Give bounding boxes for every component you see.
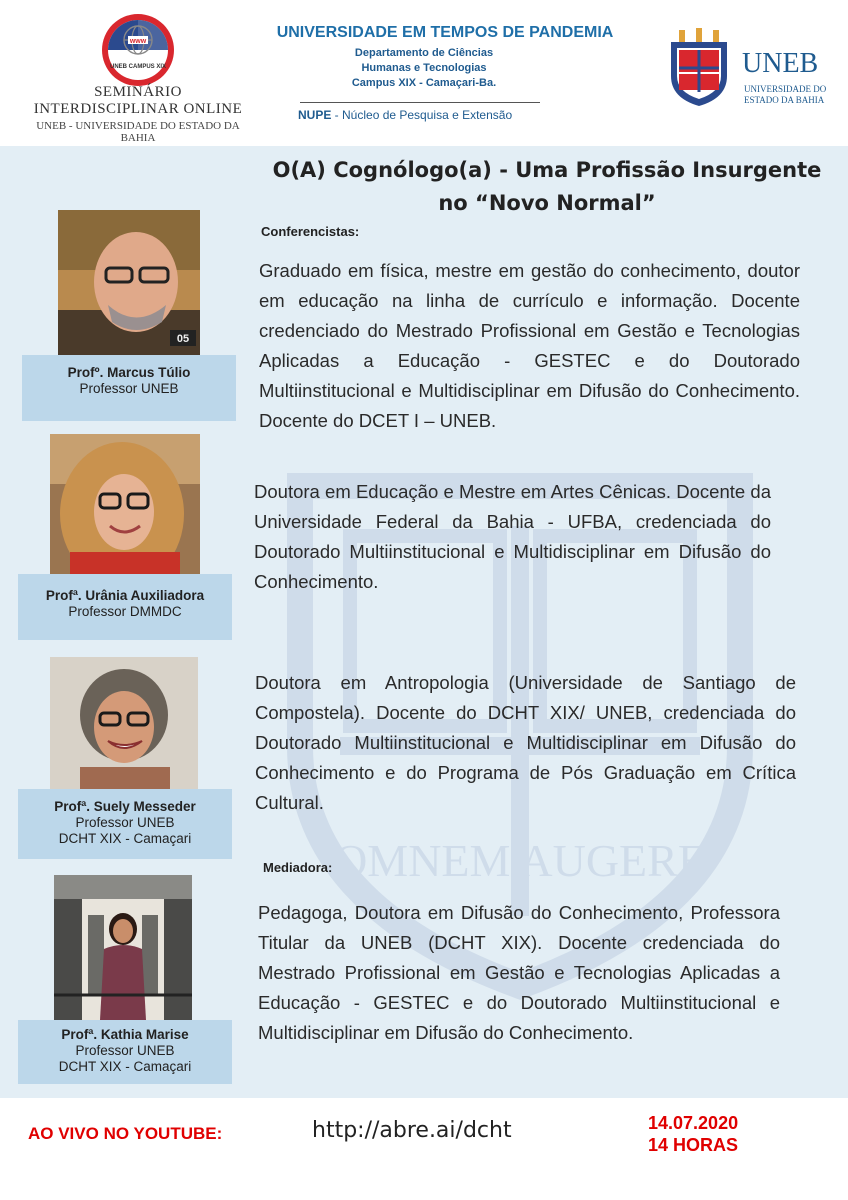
event-title-line1: O(A) Cognólogo(a) - Uma Profissão Insurgente [272,158,822,182]
photo-kathia-marise [54,875,192,1020]
bio-kathia-marise: Pedagoga, Doutora em Difusão do Conhecimento, Professora Titular da UNEB (DCHT XIX). Docente credenciada do Mestrado Profissional em Gestão e Tecnologias Aplicadas a Educação - GESTEC e do Doutorado Multiinstitucional e Multidisciplinar em Difusão do Conhecimento. [258,902,780,1043]
event-time: 14 HORAS [648,1135,739,1155]
person-unit: DCHT XIX - Camaçari [58,831,192,846]
photo-marcus-tulio [58,210,200,355]
speakers-label-text: Conferencistas [261,224,355,239]
department-line3: Campus XIX - Camaçari-Ba. [351,77,497,89]
uneb-sub-line1: UNIVERSIDADE DO [744,84,827,94]
speakers-label-colon: : [354,224,360,239]
uneb-crest-logo [663,28,735,108]
seminar-title [18,84,258,118]
svg-text:www: www [129,38,147,45]
youtube-link[interactable]: http://abre.ai/dcht [312,1118,512,1143]
person-unit: DCHT XIX - Camaçari [58,1059,192,1074]
seminar-title-line2: INTERDISCIPLINAR ONLINE [33,101,243,117]
live-label: AO VIVO NO YOUTUBE: [28,1124,223,1143]
namebox-kathia-marise [18,1020,232,1084]
photo-urania-auxiliadora [50,434,200,574]
mediator-label-text: Mediadora [263,860,329,875]
bio-urania-auxiliadora: Doutora em Educação e Mestre em Artes Cênicas. Docente da Universidade Federal da Bahia - UFBA, credenciada do Doutorado Multiinstitucional e Multidisciplinar em Difusão do Conhecimento. [254,481,771,592]
namebox-suely-messeder [18,789,232,859]
person-role: Professor UNEB [79,381,179,396]
event-datetime [648,1112,738,1156]
seminar-subtitle: UNEB - UNIVERSIDADE DO ESTADO DA BAHIA [36,120,240,144]
nupe-line [298,108,558,122]
department-block [300,46,548,91]
nupe-text: - Núcleo de Pesquisa e Extensão [331,108,513,122]
photo-badge: 05 [176,333,190,345]
header [0,0,848,146]
portrait-image [54,875,192,1020]
event-title-line2: no “Novo Normal” [438,191,656,215]
header-divider [300,102,540,103]
seminar-globe-logo [92,10,184,90]
namebox-urania-auxiliadora [18,574,232,640]
portrait-image [50,434,200,574]
person-name: Profº. Marcus Túlio [67,365,191,380]
namebox-marcus-tulio [22,355,236,421]
person-name: Profª. Urânia Auxiliadora [45,588,205,603]
portrait-image [50,657,198,789]
bio-suely-messeder: Doutora em Antropologia (Universidade de Santiago de Compostela). Docente do DCHT XIX/ UNEB, credenciada do Doutorado Multiinstitucional e Multidisciplinar em Difusão do Conhecimento e do Programa de Pós Graduação em Crítica Cultural. [255,672,796,813]
event-title [252,154,842,220]
speakers-label [261,224,359,239]
person-role: Professor UNEB [75,815,175,830]
uneb-sub-line2: ESTADO DA BAHIA [744,95,825,105]
seminar-logo-text: UNEB CAMPUS XIX [109,64,167,70]
mediator-label-colon: : [328,860,333,875]
mediator-label [263,860,332,875]
university-title: UNIVERSIDADE EM TEMPOS DE PANDEMIA [276,24,614,41]
person-name: Profª. Suely Messeder [54,799,196,814]
department-line1: Departamento de Ciências [354,47,494,59]
watermark-motto: OMNEM AUGERE [334,835,706,886]
person-role: Professor UNEB [75,1043,175,1058]
photo-suely-messeder [50,657,198,789]
person-role: Professor DMMDC [68,604,182,619]
nupe-abbr: NUPE [298,108,332,122]
event-date: 14.07.2020 [648,1113,739,1133]
person-name: Profª. Kathia Marise [61,1027,189,1042]
portrait-image [58,210,200,355]
uneb-wordmark: UNEB [742,48,819,79]
bio-marcus-tulio: Graduado em física, mestre em gestão do conhecimento, doutor em educação na linha de currículo e informação. Docente credenciado do Mestrado Profissional em Gestão e Tecnologias Aplicadas a Educação - GESTEC e do Doutorado Multiinstitucional e Multidisciplinar em Difusão do Conhecimento. Docente do DCET I – UNEB. [259,260,800,431]
seminar-title-line1: SEMINÁRIO [94,84,182,100]
department-line2: Humanas e Tecnologias [361,62,487,74]
uneb-subtitle [744,84,844,106]
